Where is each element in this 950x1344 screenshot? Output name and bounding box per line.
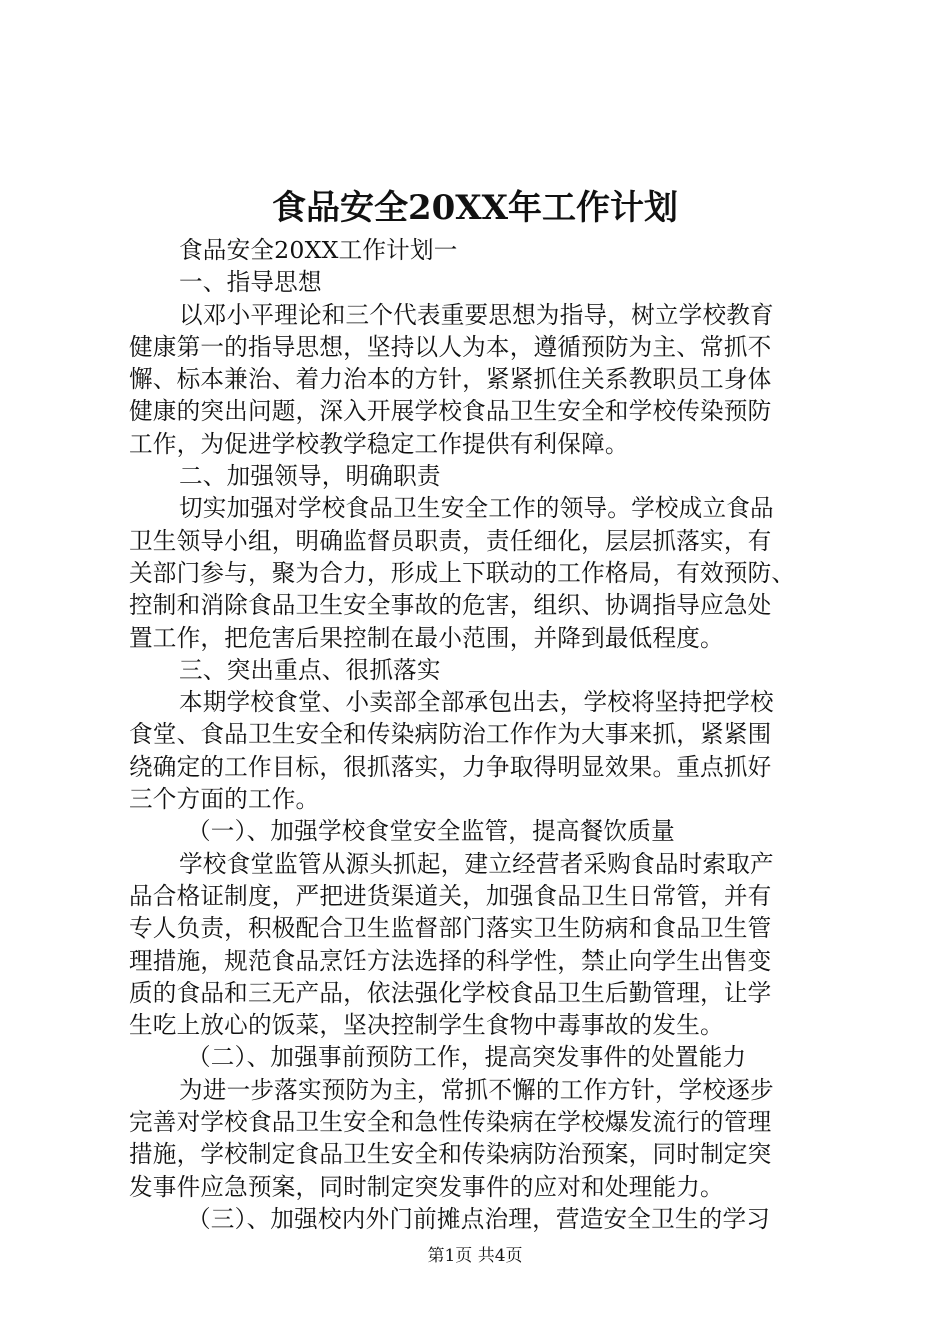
section-heading: 一、指导思想 xyxy=(179,268,322,297)
paragraph-line: 关部门参与，聚为合力，形成上下联动的工作格局，有效预防、 xyxy=(129,558,796,587)
paragraph-line: 置工作，把危害后果控制在最小范围，并降到最低程度。 xyxy=(129,623,724,652)
paragraph-line: 发事件应急预案，同时制定突发事件的应对和处理能力。 xyxy=(129,1172,724,1201)
paragraph-line: 工作，为促进学校教学稳定工作提供有利保障。 xyxy=(129,429,629,458)
paragraph-line: 三个方面的工作。 xyxy=(129,785,320,814)
paragraph-line: 绕确定的工作目标，很抓落实，力争取得明显效果。重点抓好 xyxy=(129,752,772,781)
section-heading: 食品安全20XX工作计划一 xyxy=(179,236,458,264)
paragraph-line: 健康的突出问题，深入开展学校食品卫生安全和学校传染预防 xyxy=(129,397,772,426)
paragraph-line: 懈、标本兼治、着力治本的方针，紧紧抓住关系教职员工身体 xyxy=(129,365,772,394)
subsection-heading: （一）、加强学校食堂安全监管，提高餐饮质量 xyxy=(187,817,675,846)
paragraph-line: 食堂、食品卫生安全和传染病防治工作作为大事来抓，紧紧围 xyxy=(129,720,772,749)
page-footer: 第1页 共4页 xyxy=(427,1246,523,1266)
paragraph-line: 品合格证制度，严把进货渠道关，加强食品卫生日常管，并有 xyxy=(129,881,772,910)
document-body xyxy=(129,234,839,1235)
paragraph-line: 措施，学校制定食品卫生安全和传染病防治预案，同时制定突 xyxy=(129,1140,772,1169)
subsection-heading: （三）、加强校内外门前摊点治理，营造安全卫生的学习 xyxy=(187,1204,771,1233)
paragraph-line: 完善对学校食品卫生安全和急性传染病在学校爆发流行的管理 xyxy=(129,1108,772,1137)
section-heading: 三、突出重点、很抓落实 xyxy=(179,655,441,684)
paragraph-line: 理措施，规范食品烹饪方法选择的科学性，禁止向学生出售变 xyxy=(129,946,772,975)
paragraph-line: 为进一步落实预防为主，常抓不懈的工作方针，学校逐步 xyxy=(179,1075,774,1104)
paragraph-line: 学校食堂监管从源头抓起，建立经营者采购食品时索取产 xyxy=(179,849,774,878)
paragraph-line: 健康第一的指导思想，坚持以人为本，遵循预防为主、常抓不 xyxy=(129,332,772,361)
paragraph-line: 质的食品和三无产品，依法强化学校食品卫生后勤管理，让学 xyxy=(129,978,772,1007)
paragraph-line: 专人负责，积极配合卫生监督部门落实卫生防病和食品卫生管 xyxy=(129,914,772,943)
document-title: 食品安全20XX年工作计划 xyxy=(271,188,679,228)
paragraph-line: 以邓小平理论和三个代表重要思想为指导，树立学校教育 xyxy=(179,300,774,329)
paragraph-line: 生吃上放心的饭菜，坚决控制学生食物中毒事故的发生。 xyxy=(129,1011,724,1040)
paragraph-line: 本期学校食堂、小卖部全部承包出去，学校将坚持把学校 xyxy=(179,688,774,717)
paragraph-line: 卫生领导小组，明确监督员职责，责任细化，层层抓落实，有 xyxy=(129,526,772,555)
subsection-heading: （二）、加强事前预防工作，提高突发事件的处置能力 xyxy=(187,1043,747,1072)
section-heading: 二、加强领导，明确职责 xyxy=(179,462,441,491)
paragraph-line: 切实加强对学校食品卫生安全工作的领导。学校成立食品 xyxy=(179,494,774,523)
paragraph-line: 控制和消除食品卫生安全事故的危害，组织、协调指导应急处 xyxy=(129,591,772,620)
